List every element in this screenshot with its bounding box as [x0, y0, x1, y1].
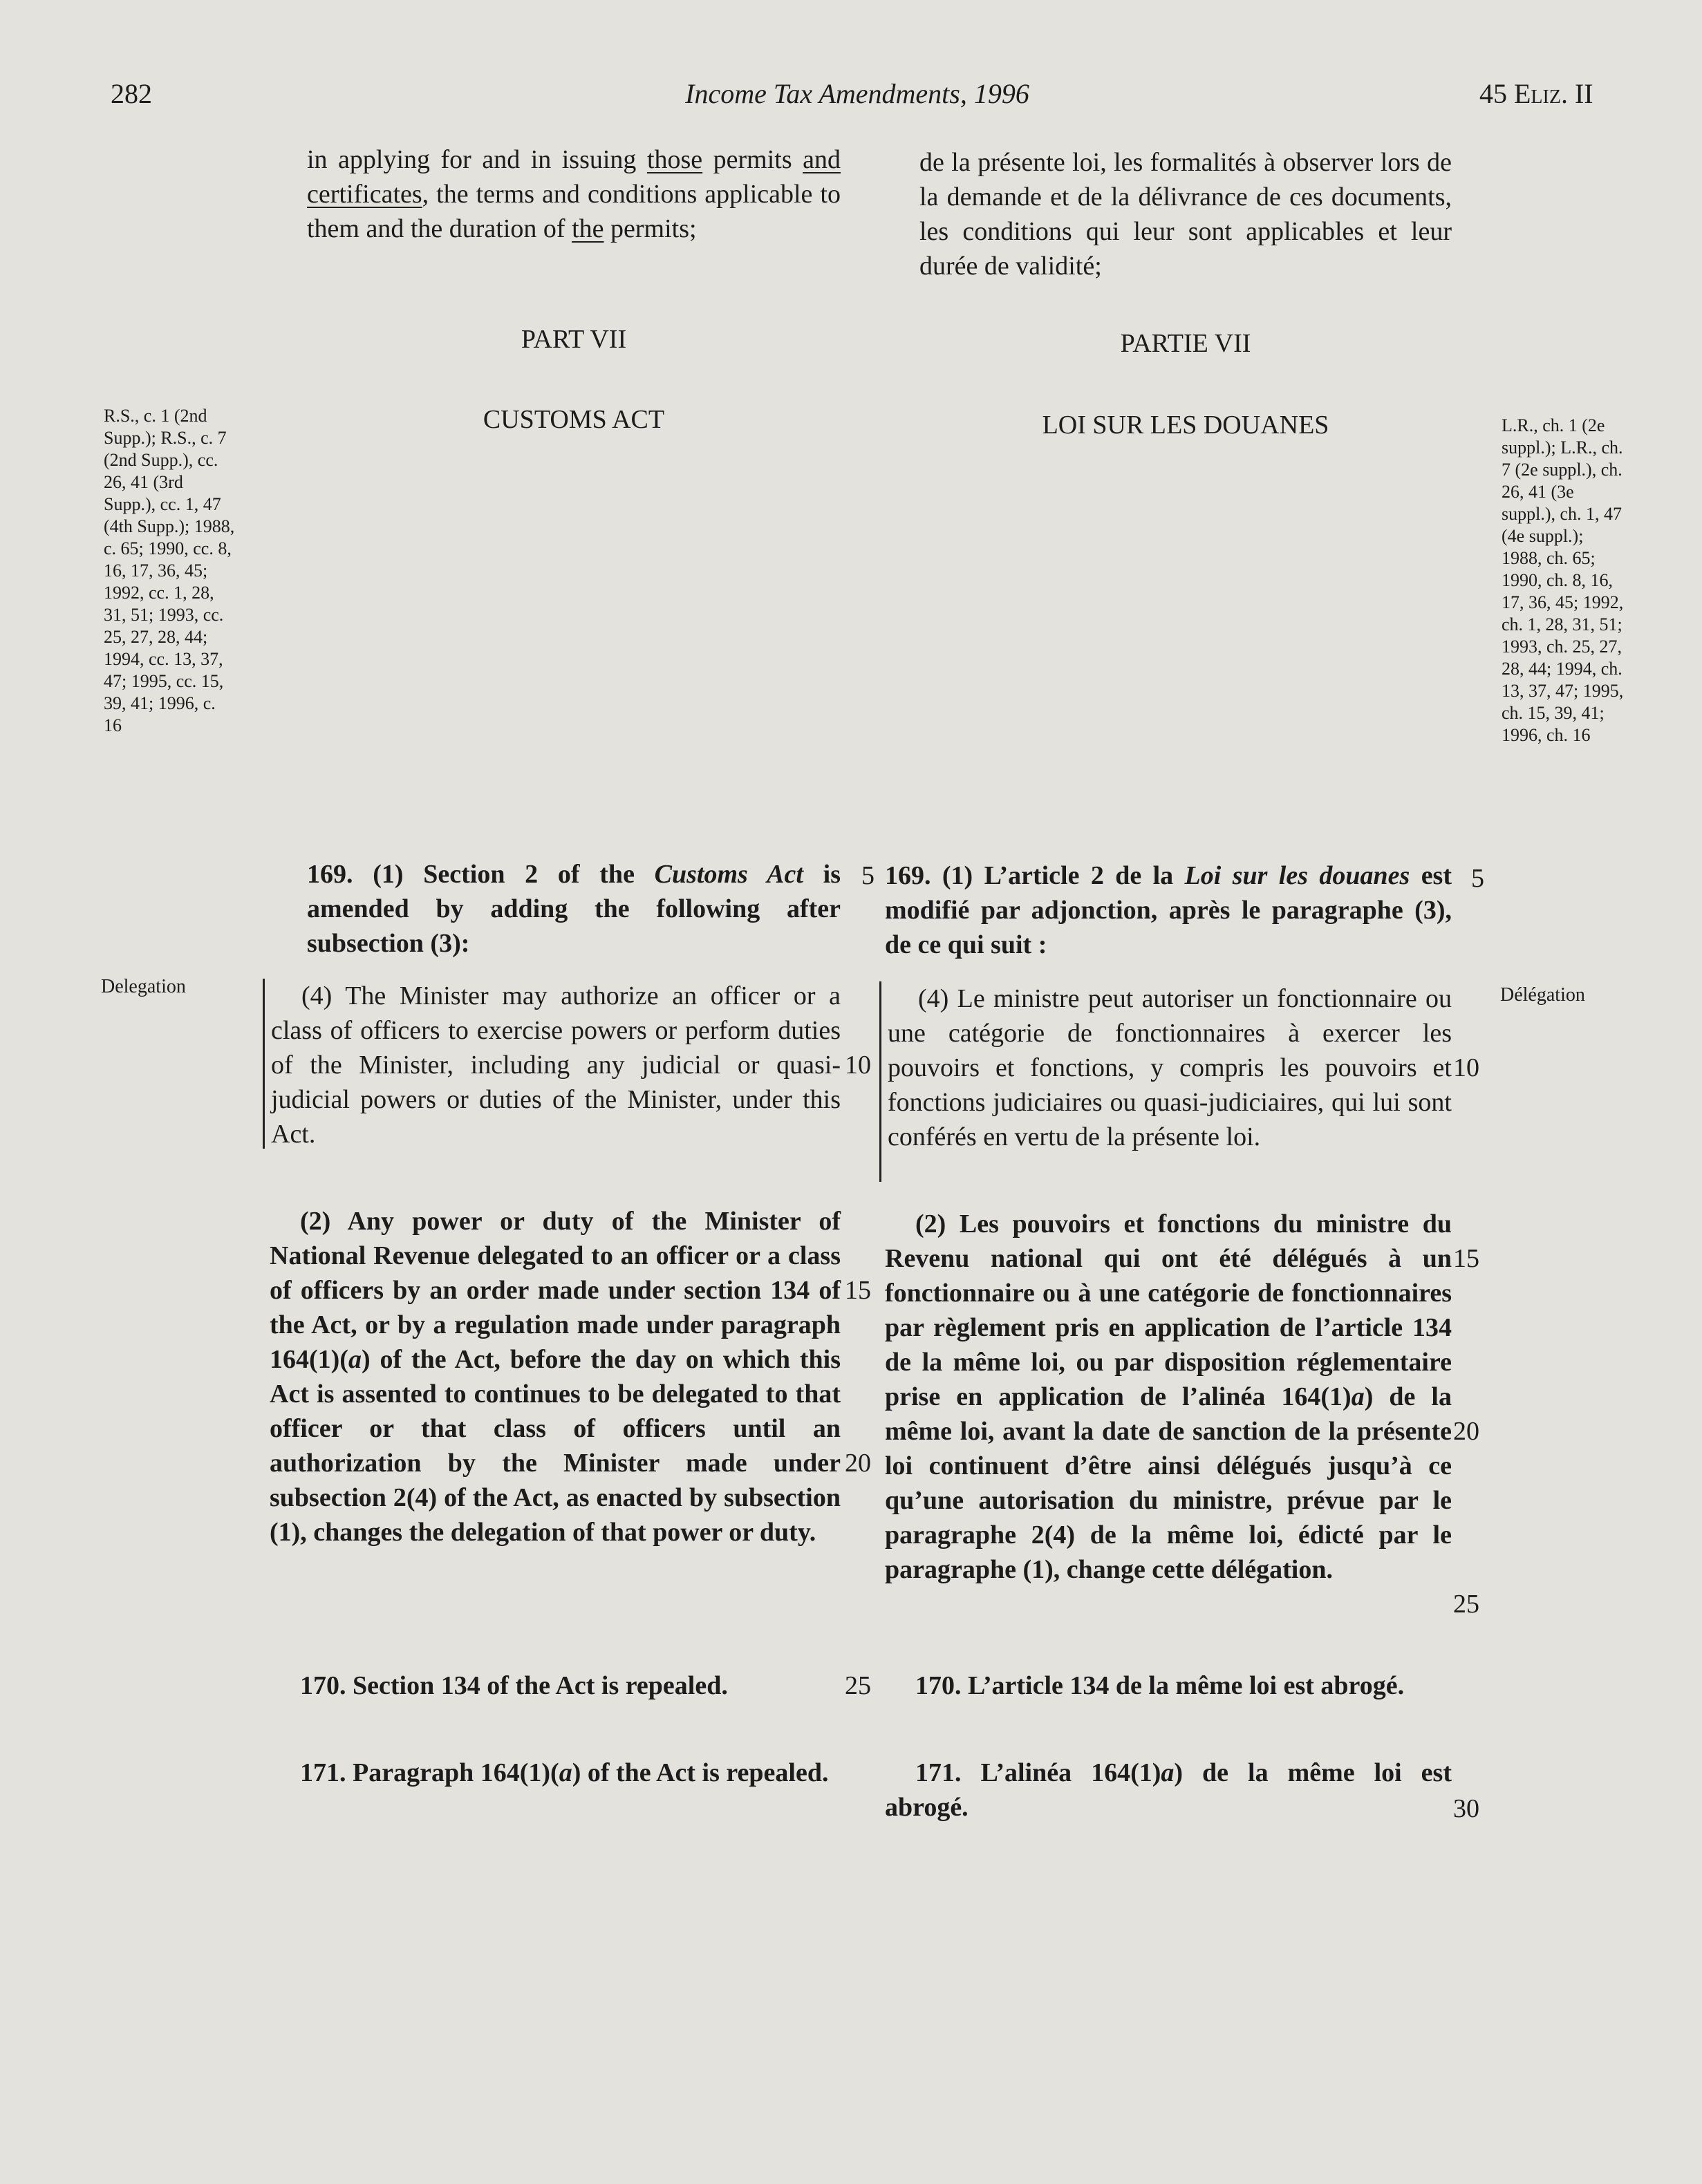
en-act-heading: CUSTOMS ACT	[483, 405, 665, 434]
fr-section-171: 171. L’alinéa 164(1)a) de la même loi est abrogé.	[885, 1758, 1452, 1822]
fr-permits-continuation: de la présente loi, les formalités à observer lors de la demande et de la délivrance de ces documents, les conditions qui leur sont applicables et leur durée de validité;	[919, 148, 1452, 281]
fr-act-heading: LOI SUR LES DOUANES	[1042, 411, 1329, 440]
fr-line-number: 15	[1453, 1244, 1479, 1273]
en-line-number: 10	[845, 1051, 871, 1080]
en-margin-delegation: Delegation	[101, 976, 186, 997]
en-section-169-heading: 169. (1) Section 2 of the Customs Act is amended by adding the following after subsection (3):	[307, 860, 841, 958]
fr-change-bar	[879, 981, 881, 1182]
en-subsection-4: (4) The Minister may authorize an officer or a class of officers to exercise powers or perform duties of the Minister, including any judicial or quasi-judicial powers or duties of the Minister, under this Act.	[271, 981, 841, 1149]
fr-subsection-2: (2) Les pouvoirs et fonctions du ministre du Revenu national qui ont été délégués à un fonctionnaire ou à une catégorie de fonctionnaires par règlement pris en application de l’article 134 de la même loi, ou par disposition réglementaire prise en application de l’alinéa 164(1)a) de la même loi, avant la date de sanction de la présente loi continuent d’être ainsi délégués jusqu’à ce qu’une autorisation du ministre, prévue par le paragraphe 2(4) de la même loi, édicté par le paragraphe (1), change cette délégation.	[885, 1209, 1452, 1584]
en-section-171: 171. Paragraph 164(1)(a) of the Act is repealed.	[300, 1758, 829, 1787]
fr-line-number: 30	[1453, 1794, 1479, 1823]
en-line-number: 15	[845, 1276, 871, 1305]
en-line-number: 25	[845, 1671, 871, 1700]
fr-section-170: 170. L’article 134 de la même loi est abrogé.	[915, 1671, 1405, 1700]
fr-line-number: 20	[1453, 1417, 1479, 1446]
fr-subsection-4: (4) Le ministre peut autoriser un fonctionnaire ou une catégorie de fonctionnaires à exercer les pouvoirs et fonctions, y compris les pouvoirs et fonctions judiciaires ou quasi-judiciaires, qui lui sont conférés en vertu de la présente loi.	[888, 984, 1452, 1151]
en-margin-citation: R.S., c. 1 (2nd Supp.); R.S., c. 7 (2nd Supp.), cc. 26, 41 (3rd Supp.), cc. 1, 47 (4th Supp.); 1988, c. 65; 1990, cc. 8, 16, 17, 36, 45; 1992, cc. 1, 28, 31, 51; 1993, cc. 25, 27, 28, 44; 1994, cc. 13, 37, 47; 1995, cc. 15, 39, 41; 1996, c. 16	[104, 406, 235, 735]
en-change-bar	[263, 979, 265, 1149]
fr-line-number: 10	[1453, 1053, 1479, 1082]
page-number: 282	[111, 78, 152, 109]
en-subsection-2: (2) Any power or duty of the Minister of National Revenue delegated to an officer or a class of officers by an order made under section 134 of the Act, or by a regulation made under paragraph 164(1)(a) of the Act, before the day on which this Act is assented to continues to be delegated to that officer or that class of officers until an authorization by the Minister made under subsection 2(4) of the Act, as enacted by subsection (1), changes the delegation of that power or duty.	[270, 1207, 841, 1547]
fr-margin-citation: L.R., ch. 1 (2e suppl.); L.R., ch. 7 (2e suppl.), ch. 26, 41 (3e suppl.), ch. 1, 47 (4e suppl.); 1988, ch. 65; 1990, ch. 8, 16, 17, 36, 45; 1992, ch. 1, 28, 31, 51; 1993, ch. 25, 27, 28, 44; 1994, ch. 13, 37, 47; 1995, ch. 15, 39, 41; 1996, ch. 16	[1502, 415, 1624, 745]
en-part-heading: PART VII	[521, 325, 627, 354]
fr-line-number: 5	[1471, 864, 1484, 893]
volume-label: 45 Eliz. II	[1479, 78, 1593, 109]
fr-part-heading: PARTIE VII	[1120, 329, 1251, 358]
en-line-number: 5	[861, 861, 875, 890]
fr-margin-delegation: Délégation	[1500, 984, 1585, 1006]
fr-line-number: 25	[1453, 1590, 1479, 1619]
running-title: Income Tax Amendments, 1996	[685, 78, 1029, 109]
en-permits-continuation: in applying for and in issuing those permits and certificates, the terms and conditions applicable to them and the duration of the permits;	[307, 145, 841, 243]
en-line-number: 20	[845, 1449, 871, 1478]
fr-section-169-heading: 169. (1) L’article 2 de la Loi sur les douanes est modifié par adjonction, après le paragraphe (3), de ce qui suit :	[885, 861, 1452, 959]
en-section-170: 170. Section 134 of the Act is repealed.	[300, 1671, 728, 1700]
